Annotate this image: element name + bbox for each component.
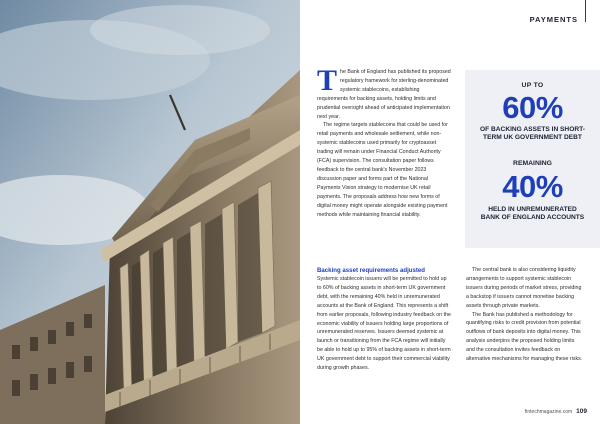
stat-figure-40: 40% <box>502 169 563 204</box>
stat-callout <box>465 70 600 248</box>
article-intro-column <box>317 64 451 219</box>
section-subheading: Backing asset requirements adjusted <box>317 267 426 274</box>
stat-caption-1: OF BACKING ASSETS IN SHORT-TERM UK GOVERNMENT DEBT <box>480 126 585 142</box>
stat-caption-2: HELD IN UNREMUNERATED BANK OF ENGLAND ACCOUNTS <box>480 206 585 222</box>
body-paragraph: The Bank has published a methodology for quantifying risks to credit provision from potential outflows of bank deposits into digital money. This analysis underpins the proposed holding limits and the consultation invites feedback on alternative mechanisms for managing these risks. <box>466 311 583 363</box>
page-footer <box>525 408 587 415</box>
intro-paragraph: he Bank of England has published its proposed regulatory framework for sterling-denominated systemic stablecoins, establishing requirements for backing assets, holding limits and prudential oversight ahead of anticipated implementation next year. <box>317 69 451 120</box>
stat-label-up-to: UP TO <box>521 82 544 89</box>
body-paragraph: Systemic stablecoin issuers will be permitted to hold up to 60% of backing assets in short-term UK government debt, with the remaining 40% held in unremunerated accounts at the Bank of England. This represents a shift from earlier proposals, following industry feedback on the economic viability of issuers holding large proportions of unremunerated reserves. Issuers deemed systemic at launch or transitioning from the FCA regime will initially be able to hold up to 95% of backing assets in short-term UK government debt to support their commercial viability during growth phases. <box>317 276 451 372</box>
body-paragraph: The central bank is also considering liquidity arrangements to support systemic stablecoin issuers during periods of market stress, providing a backstop if issuers cannot monetise backing assets through private markets. <box>466 267 582 309</box>
footer-site: fintechmagazine.com <box>524 409 573 415</box>
body-paragraph: The regime targets stablecoins that could be used for retail payments and wholesale settlement, while non-systemic stablecoins used primarily for cryptoasset trading will remain under Financial Conduct Authority (FCA) supervision. The consultation paper follows feedback to the central bank's November 2023 discussion paper and forms part of the National Payments Vision strategy to modernise UK retail payments. The proposals address how new forms of digital money might operate alongside existing payment methods while maintaining financial stability. <box>317 122 448 218</box>
article-column-c <box>466 266 584 364</box>
page-number: 109 <box>576 408 587 415</box>
header-rule <box>585 0 587 22</box>
stat-label-remaining: REMAINING <box>513 160 552 167</box>
section-label: PAYMENTS <box>529 15 578 24</box>
drop-cap: T <box>317 64 338 97</box>
stat-figure-60: 60% <box>502 90 563 125</box>
article-column-b <box>317 266 451 373</box>
